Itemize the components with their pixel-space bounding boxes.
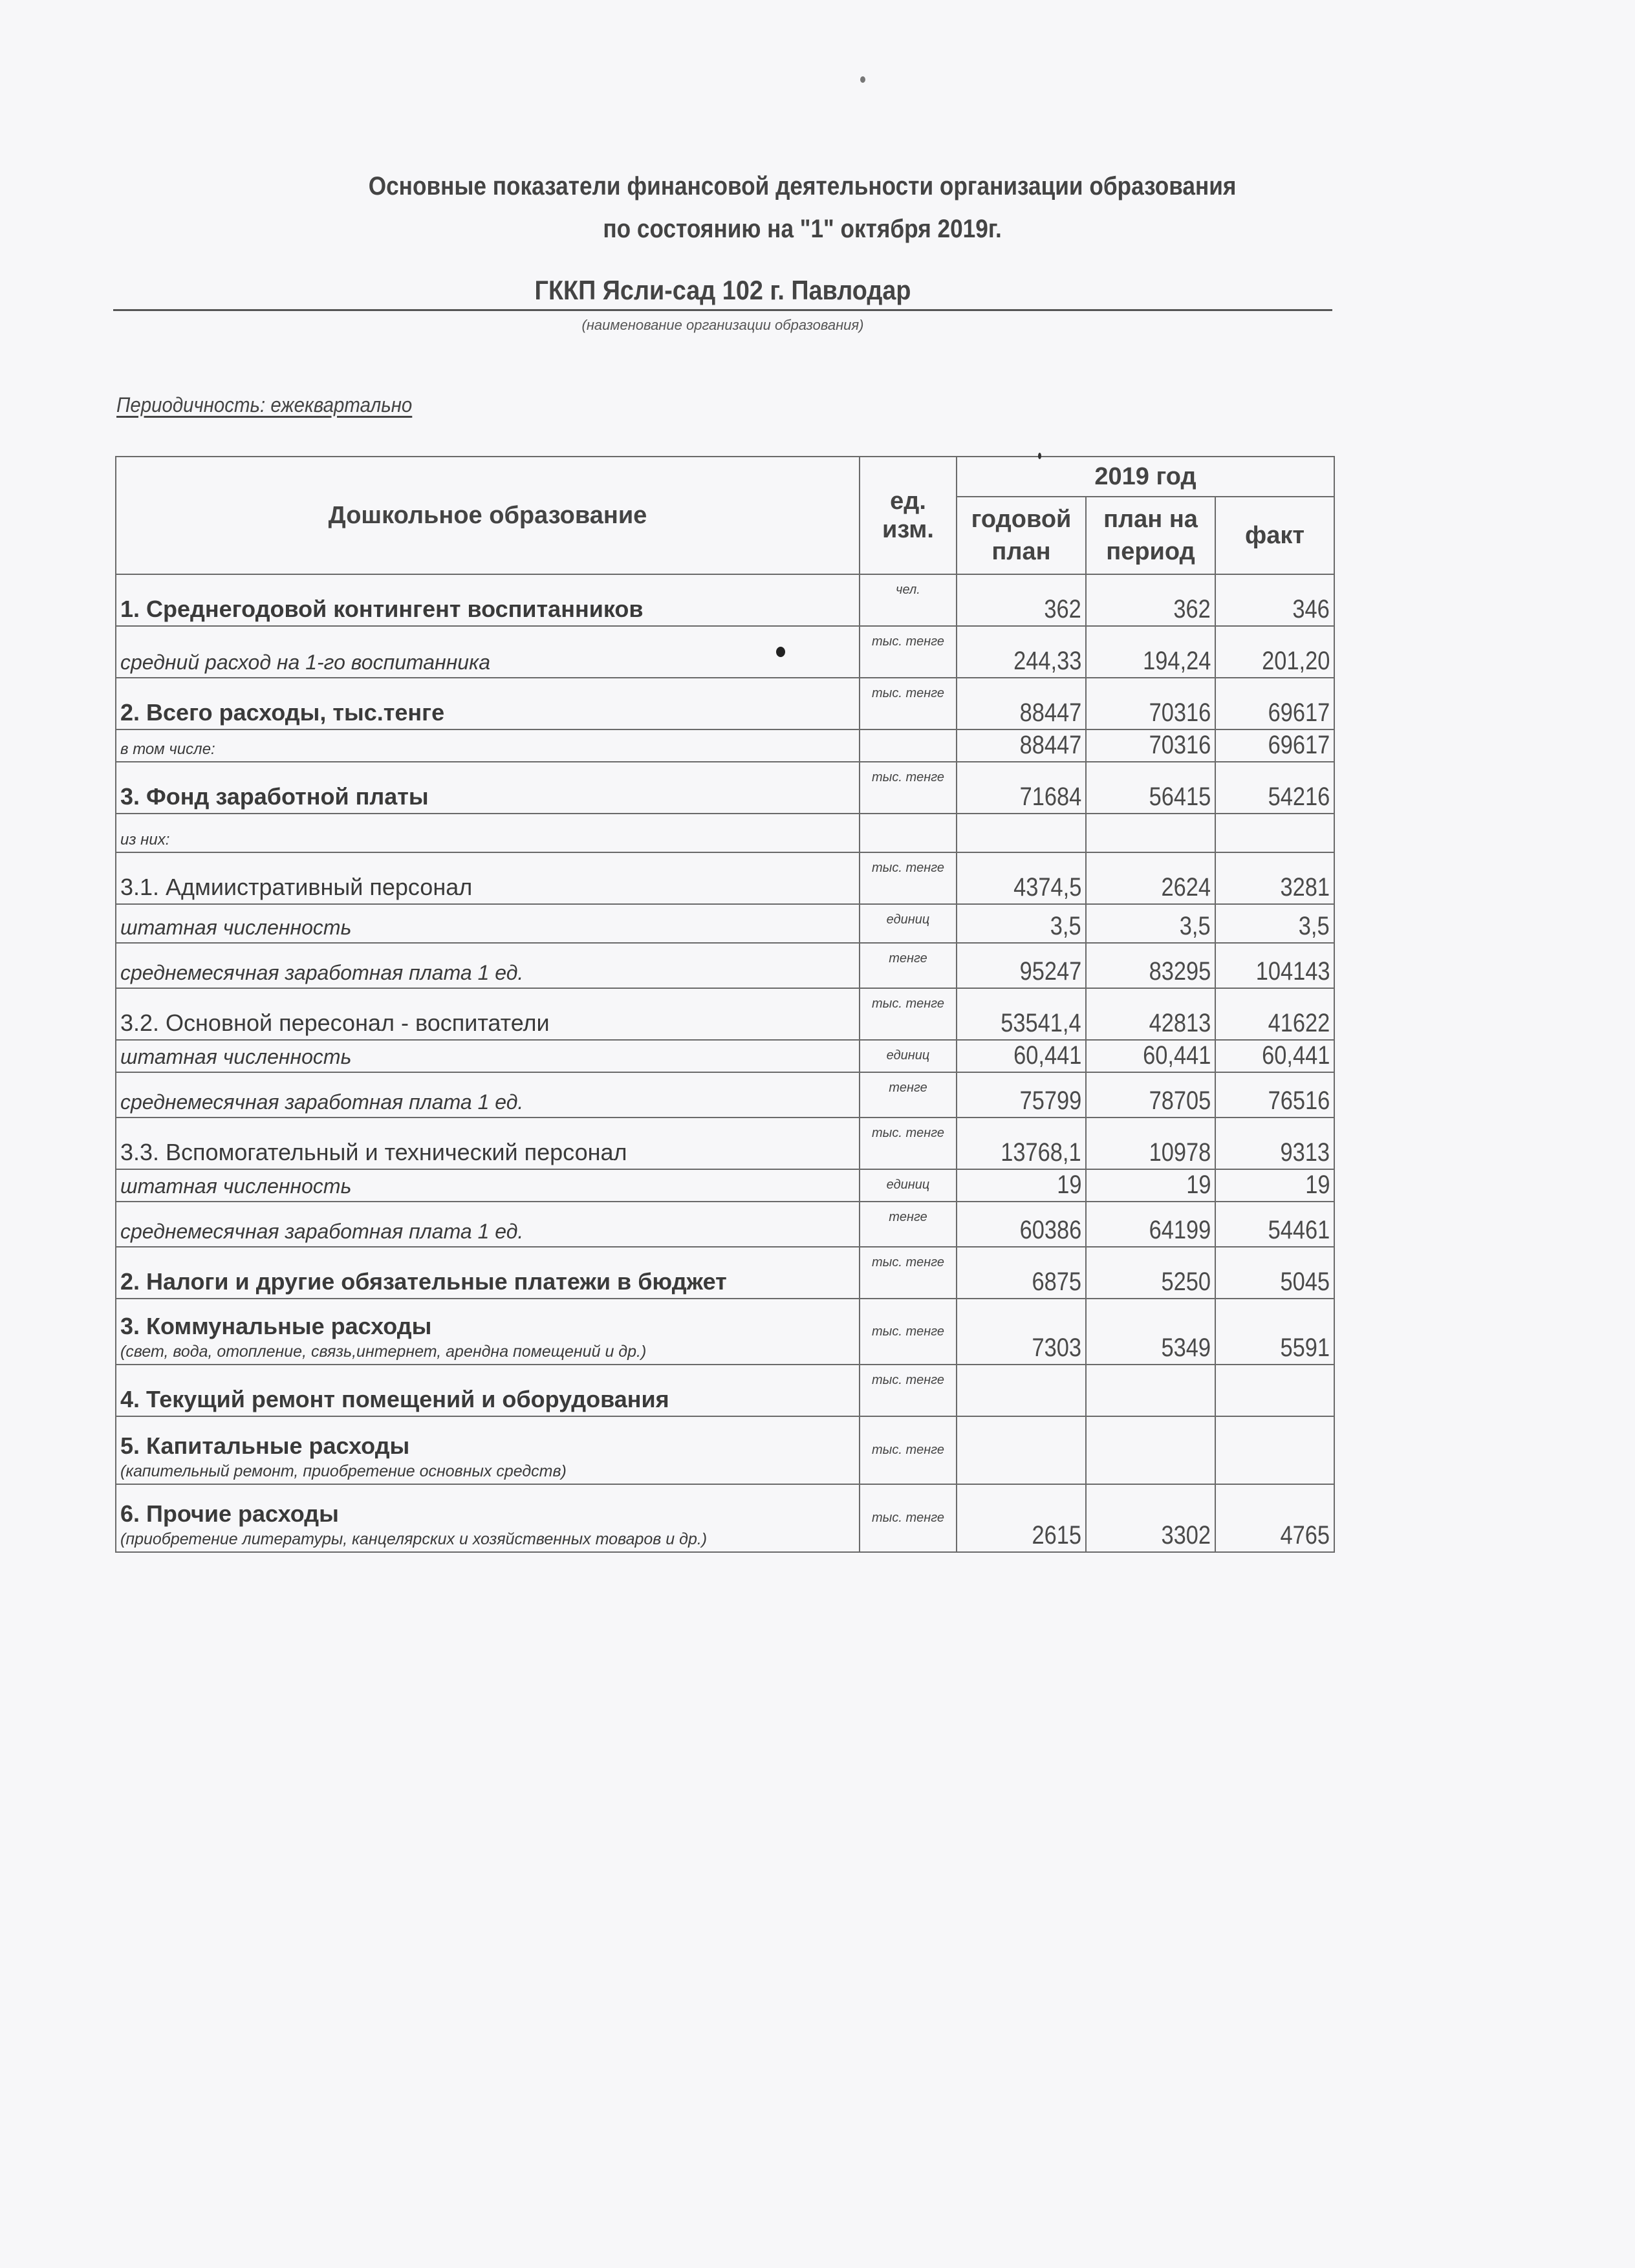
- period-plan-value: [1086, 1169, 1215, 1202]
- row-label-text: 2. Всего расходы, тыс.тенге: [120, 699, 445, 726]
- annual-plan-value: [957, 1247, 1086, 1299]
- cell-value: 5045: [1280, 1268, 1330, 1296]
- row-label-text: среднемесячная заработная плата 1 ед.: [120, 1090, 524, 1114]
- table-row: [116, 574, 1334, 626]
- cell-value: 5250: [1161, 1268, 1211, 1296]
- row-unit: тыс. тенге: [860, 626, 957, 678]
- row-label-text: штатная численность: [120, 1174, 352, 1198]
- cell-value: 13768,1: [1001, 1138, 1081, 1167]
- fact-value: [1215, 1299, 1334, 1365]
- row-unit: тенге: [860, 1072, 957, 1118]
- fact-value: [1215, 1169, 1334, 1202]
- header-name: Дошкольное образование: [116, 457, 860, 574]
- document-title: [87, 165, 1526, 250]
- table-row: [116, 1202, 1334, 1247]
- cell-value: 42813: [1149, 1009, 1211, 1037]
- row-label-text: 3.1. Адмиистративный персонал: [120, 874, 473, 900]
- fact-value: [1215, 904, 1334, 943]
- cell-value: 2624: [1161, 873, 1211, 902]
- row-unit: тыс. тенге: [860, 1484, 957, 1552]
- cell-value: 70316: [1149, 731, 1211, 759]
- annual-plan-value: [957, 1416, 1086, 1484]
- cell-value: 75799: [1019, 1086, 1081, 1115]
- period-plan-value: [1086, 678, 1215, 729]
- cell-value: 60,441: [1013, 1041, 1081, 1070]
- row-label: [116, 1247, 860, 1299]
- annual-plan-value: [957, 626, 1086, 678]
- fact-value: [1215, 852, 1334, 904]
- cell-value: 104143: [1255, 957, 1330, 986]
- annual-plan-value: [957, 1072, 1086, 1118]
- annual-plan-value: [957, 1365, 1086, 1416]
- cell-value: 19: [1305, 1171, 1330, 1199]
- row-label: [116, 1365, 860, 1416]
- cell-value: 54461: [1268, 1216, 1330, 1244]
- cell-value: 19: [1056, 1171, 1081, 1199]
- organization-underline: [113, 309, 1332, 311]
- table-row: [116, 1365, 1334, 1416]
- table-row: [116, 852, 1334, 904]
- row-label-note: (приобретение литературы, канцелярских и хозяйственных товаров и др.): [120, 1530, 708, 1548]
- row-label-text: из них:: [120, 831, 170, 848]
- cell-value: 5591: [1280, 1334, 1330, 1362]
- row-unit: чел.: [860, 574, 957, 626]
- row-unit: тыс. тенге: [860, 1299, 957, 1365]
- header-year: 2019 год: [957, 457, 1334, 497]
- organization-note: (наименование организации образования): [581, 317, 864, 333]
- table-row: [116, 943, 1334, 988]
- period-plan-value: [1086, 1202, 1215, 1247]
- cell-value: 88447: [1019, 731, 1081, 759]
- row-label: [116, 852, 860, 904]
- period-plan-value: [1086, 762, 1215, 814]
- cell-value: 54216: [1268, 783, 1330, 811]
- row-label: [116, 1040, 860, 1072]
- fact-value: [1215, 626, 1334, 678]
- fact-value: [1215, 1072, 1334, 1118]
- row-label-text: 3.3. Вспомогательный и технический персонал: [120, 1139, 627, 1165]
- period-plan-value: [1086, 988, 1215, 1040]
- cell-value: 83295: [1149, 957, 1211, 986]
- fact-value: [1215, 1040, 1334, 1072]
- annual-plan-value: [957, 814, 1086, 852]
- header-annual-plan: годовой план: [957, 497, 1086, 574]
- annual-plan-value: [957, 1202, 1086, 1247]
- table-row: [116, 678, 1334, 729]
- row-label-text: 4. Текущий ремонт помещений и оборудования: [120, 1386, 669, 1412]
- annual-plan-value: [957, 762, 1086, 814]
- row-label: [116, 1169, 860, 1202]
- period-plan-value: [1086, 626, 1215, 678]
- row-unit: единиц: [860, 1169, 957, 1202]
- fact-value: [1215, 988, 1334, 1040]
- table-row: [116, 1040, 1334, 1072]
- annual-plan-value: [957, 574, 1086, 626]
- row-label-text: средний расход на 1-го воспитанника: [120, 651, 490, 674]
- header-period-plan: план на период: [1086, 497, 1215, 574]
- row-unit: тыс. тенге: [860, 1118, 957, 1169]
- period-plan-value: [1086, 1040, 1215, 1072]
- annual-plan-value: [957, 678, 1086, 729]
- header-fact: факт: [1215, 497, 1334, 574]
- financial-indicators-table: [115, 456, 1335, 1553]
- row-label-text: 6. Прочие расходы: [120, 1500, 339, 1527]
- cell-value: 60,441: [1261, 1041, 1330, 1070]
- row-unit: тыс. тенге: [860, 988, 957, 1040]
- table-row: [116, 762, 1334, 814]
- row-label: [116, 762, 860, 814]
- cell-value: 60,441: [1142, 1041, 1211, 1070]
- cell-value: 362: [1173, 595, 1211, 623]
- row-label: [116, 678, 860, 729]
- fact-value: [1215, 814, 1334, 852]
- row-label-text: 5. Капитальные расходы: [120, 1432, 410, 1459]
- row-label: [116, 1072, 860, 1118]
- row-label: [116, 988, 860, 1040]
- cell-value: 362: [1044, 595, 1081, 623]
- cell-value: 95247: [1019, 957, 1081, 986]
- cell-value: 4374,5: [1013, 873, 1081, 902]
- row-label-note: (свет, вода, отопление, связь,интернет, арендна помещений и др.): [120, 1343, 647, 1361]
- row-label: [116, 1484, 860, 1552]
- table-row: [116, 626, 1334, 678]
- title-line-1: Основные показатели финансовой деятельности организации образования: [368, 172, 1237, 200]
- cell-value: 78705: [1149, 1086, 1211, 1115]
- period-plan-value: [1086, 729, 1215, 762]
- row-label-text: 3. Фонд заработной платы: [120, 783, 429, 810]
- period-plan-value: [1086, 904, 1215, 943]
- row-label-text: штатная численность: [120, 1045, 352, 1068]
- row-label: [116, 1416, 860, 1484]
- period-plan-value: [1086, 1118, 1215, 1169]
- cell-value: 19: [1186, 1171, 1211, 1199]
- annual-plan-value: [957, 1169, 1086, 1202]
- scan-speck: [1038, 453, 1041, 459]
- cell-value: 3,5: [1050, 912, 1081, 940]
- cell-value: 3,5: [1299, 912, 1330, 940]
- cell-value: 5349: [1161, 1334, 1211, 1362]
- period-plan-value: [1086, 1072, 1215, 1118]
- row-label: [116, 626, 860, 678]
- period-plan-value: [1086, 574, 1215, 626]
- row-label: [116, 1202, 860, 1247]
- cell-value: 69617: [1268, 698, 1330, 727]
- row-unit: тыс. тенге: [860, 762, 957, 814]
- table-row: [116, 904, 1334, 943]
- table-row: [116, 1299, 1334, 1365]
- cell-value: 53541,4: [1001, 1009, 1081, 1037]
- annual-plan-value: [957, 729, 1086, 762]
- title-line-2: по состоянию на "1" октября 2019г.: [603, 215, 1002, 243]
- cell-value: 3302: [1161, 1521, 1211, 1550]
- period-plan-value: [1086, 943, 1215, 988]
- fact-value: [1215, 1484, 1334, 1552]
- annual-plan-value: [957, 1118, 1086, 1169]
- row-unit: единиц: [860, 904, 957, 943]
- fact-value: [1215, 1365, 1334, 1416]
- fact-value: [1215, 1202, 1334, 1247]
- cell-value: 88447: [1019, 698, 1081, 727]
- annual-plan-value: [957, 904, 1086, 943]
- period-plan-value: [1086, 1416, 1215, 1484]
- annual-plan-value: [957, 1040, 1086, 1072]
- fact-value: [1215, 729, 1334, 762]
- annual-plan-value: [957, 943, 1086, 988]
- cell-value: 76516: [1268, 1086, 1330, 1115]
- annual-plan-value: [957, 852, 1086, 904]
- cell-value: 244,33: [1013, 647, 1081, 675]
- row-label: [116, 943, 860, 988]
- fact-value: [1215, 1247, 1334, 1299]
- period-plan-value: [1086, 1299, 1215, 1365]
- row-label: [116, 1118, 860, 1169]
- annual-plan-value: [957, 988, 1086, 1040]
- row-unit: тенге: [860, 1202, 957, 1247]
- scan-speck: [860, 76, 865, 83]
- row-unit: тыс. тенге: [860, 1365, 957, 1416]
- row-label-text: штатная численность: [120, 916, 352, 939]
- table-row: [116, 1169, 1334, 1202]
- scan-speck: [776, 647, 785, 657]
- fact-value: [1215, 574, 1334, 626]
- row-label: [116, 904, 860, 943]
- row-unit: [860, 814, 957, 852]
- period-plan-value: [1086, 814, 1215, 852]
- fact-value: [1215, 1416, 1334, 1484]
- row-unit: тыс. тенге: [860, 1416, 957, 1484]
- cell-value: 56415: [1149, 783, 1211, 811]
- cell-value: 3281: [1280, 873, 1330, 902]
- cell-value: 10978: [1149, 1138, 1211, 1167]
- fact-value: [1215, 943, 1334, 988]
- cell-value: 69617: [1268, 731, 1330, 759]
- row-label: [116, 1299, 860, 1365]
- cell-value: 3,5: [1180, 912, 1211, 940]
- fact-value: [1215, 1118, 1334, 1169]
- row-label-text: 3.2. Основной пересонал - воспитатели: [120, 1010, 550, 1036]
- row-unit: тенге: [860, 943, 957, 988]
- table-row: [116, 1247, 1334, 1299]
- row-label-note: (капительный ремонт, приобретение основных средств): [120, 1462, 567, 1480]
- cell-value: 71684: [1019, 783, 1081, 811]
- table-row: [116, 729, 1334, 762]
- period-plan-value: [1086, 1365, 1215, 1416]
- cell-value: 4765: [1280, 1521, 1330, 1550]
- row-unit: тыс. тенге: [860, 678, 957, 729]
- table-row: [116, 988, 1334, 1040]
- cell-value: 346: [1292, 595, 1330, 623]
- cell-value: 6875: [1032, 1268, 1081, 1296]
- row-label-text: в том числе:: [120, 740, 215, 758]
- organization-name: ГККП Ясли-сад 102 г. Павлодар: [534, 275, 911, 305]
- cell-value: 9313: [1280, 1138, 1330, 1167]
- period-plan-value: [1086, 1484, 1215, 1552]
- table-row: [116, 814, 1334, 852]
- period-plan-value: [1086, 852, 1215, 904]
- cell-value: 60386: [1019, 1216, 1081, 1244]
- row-label: [116, 574, 860, 626]
- row-unit: единиц: [860, 1040, 957, 1072]
- cell-value: 7303: [1032, 1334, 1081, 1362]
- table-row: [116, 1416, 1334, 1484]
- periodicity-label: Периодичность: ежеквартально: [116, 393, 413, 416]
- row-unit: тыс. тенге: [860, 852, 957, 904]
- row-unit: [860, 729, 957, 762]
- fact-value: [1215, 762, 1334, 814]
- row-label-text: среднемесячная заработная плата 1 ед.: [120, 1220, 524, 1243]
- cell-value: 70316: [1149, 698, 1211, 727]
- cell-value: 64199: [1149, 1216, 1211, 1244]
- cell-value: 194,24: [1142, 647, 1211, 675]
- fact-value: [1215, 678, 1334, 729]
- cell-value: 2615: [1032, 1521, 1081, 1550]
- cell-value: 41622: [1268, 1009, 1330, 1037]
- row-label-text: 3. Коммунальные расходы: [120, 1313, 432, 1339]
- row-label: [116, 729, 860, 762]
- annual-plan-value: [957, 1299, 1086, 1365]
- row-label: [116, 814, 860, 852]
- annual-plan-value: [957, 1484, 1086, 1552]
- row-label-text: среднемесячная заработная плата 1 ед.: [120, 961, 524, 984]
- cell-value: 201,20: [1261, 647, 1330, 675]
- row-label-text: 2. Налоги и другие обязательные платежи в бюджет: [120, 1268, 727, 1295]
- period-plan-value: [1086, 1247, 1215, 1299]
- row-label-text: 1. Среднегодовой контингент воспитанников: [120, 596, 644, 622]
- table-row: [116, 1484, 1334, 1552]
- table-row: [116, 1072, 1334, 1118]
- row-unit: тыс. тенге: [860, 1247, 957, 1299]
- header-unit: ед. изм.: [860, 457, 957, 574]
- table-row: [116, 1118, 1334, 1169]
